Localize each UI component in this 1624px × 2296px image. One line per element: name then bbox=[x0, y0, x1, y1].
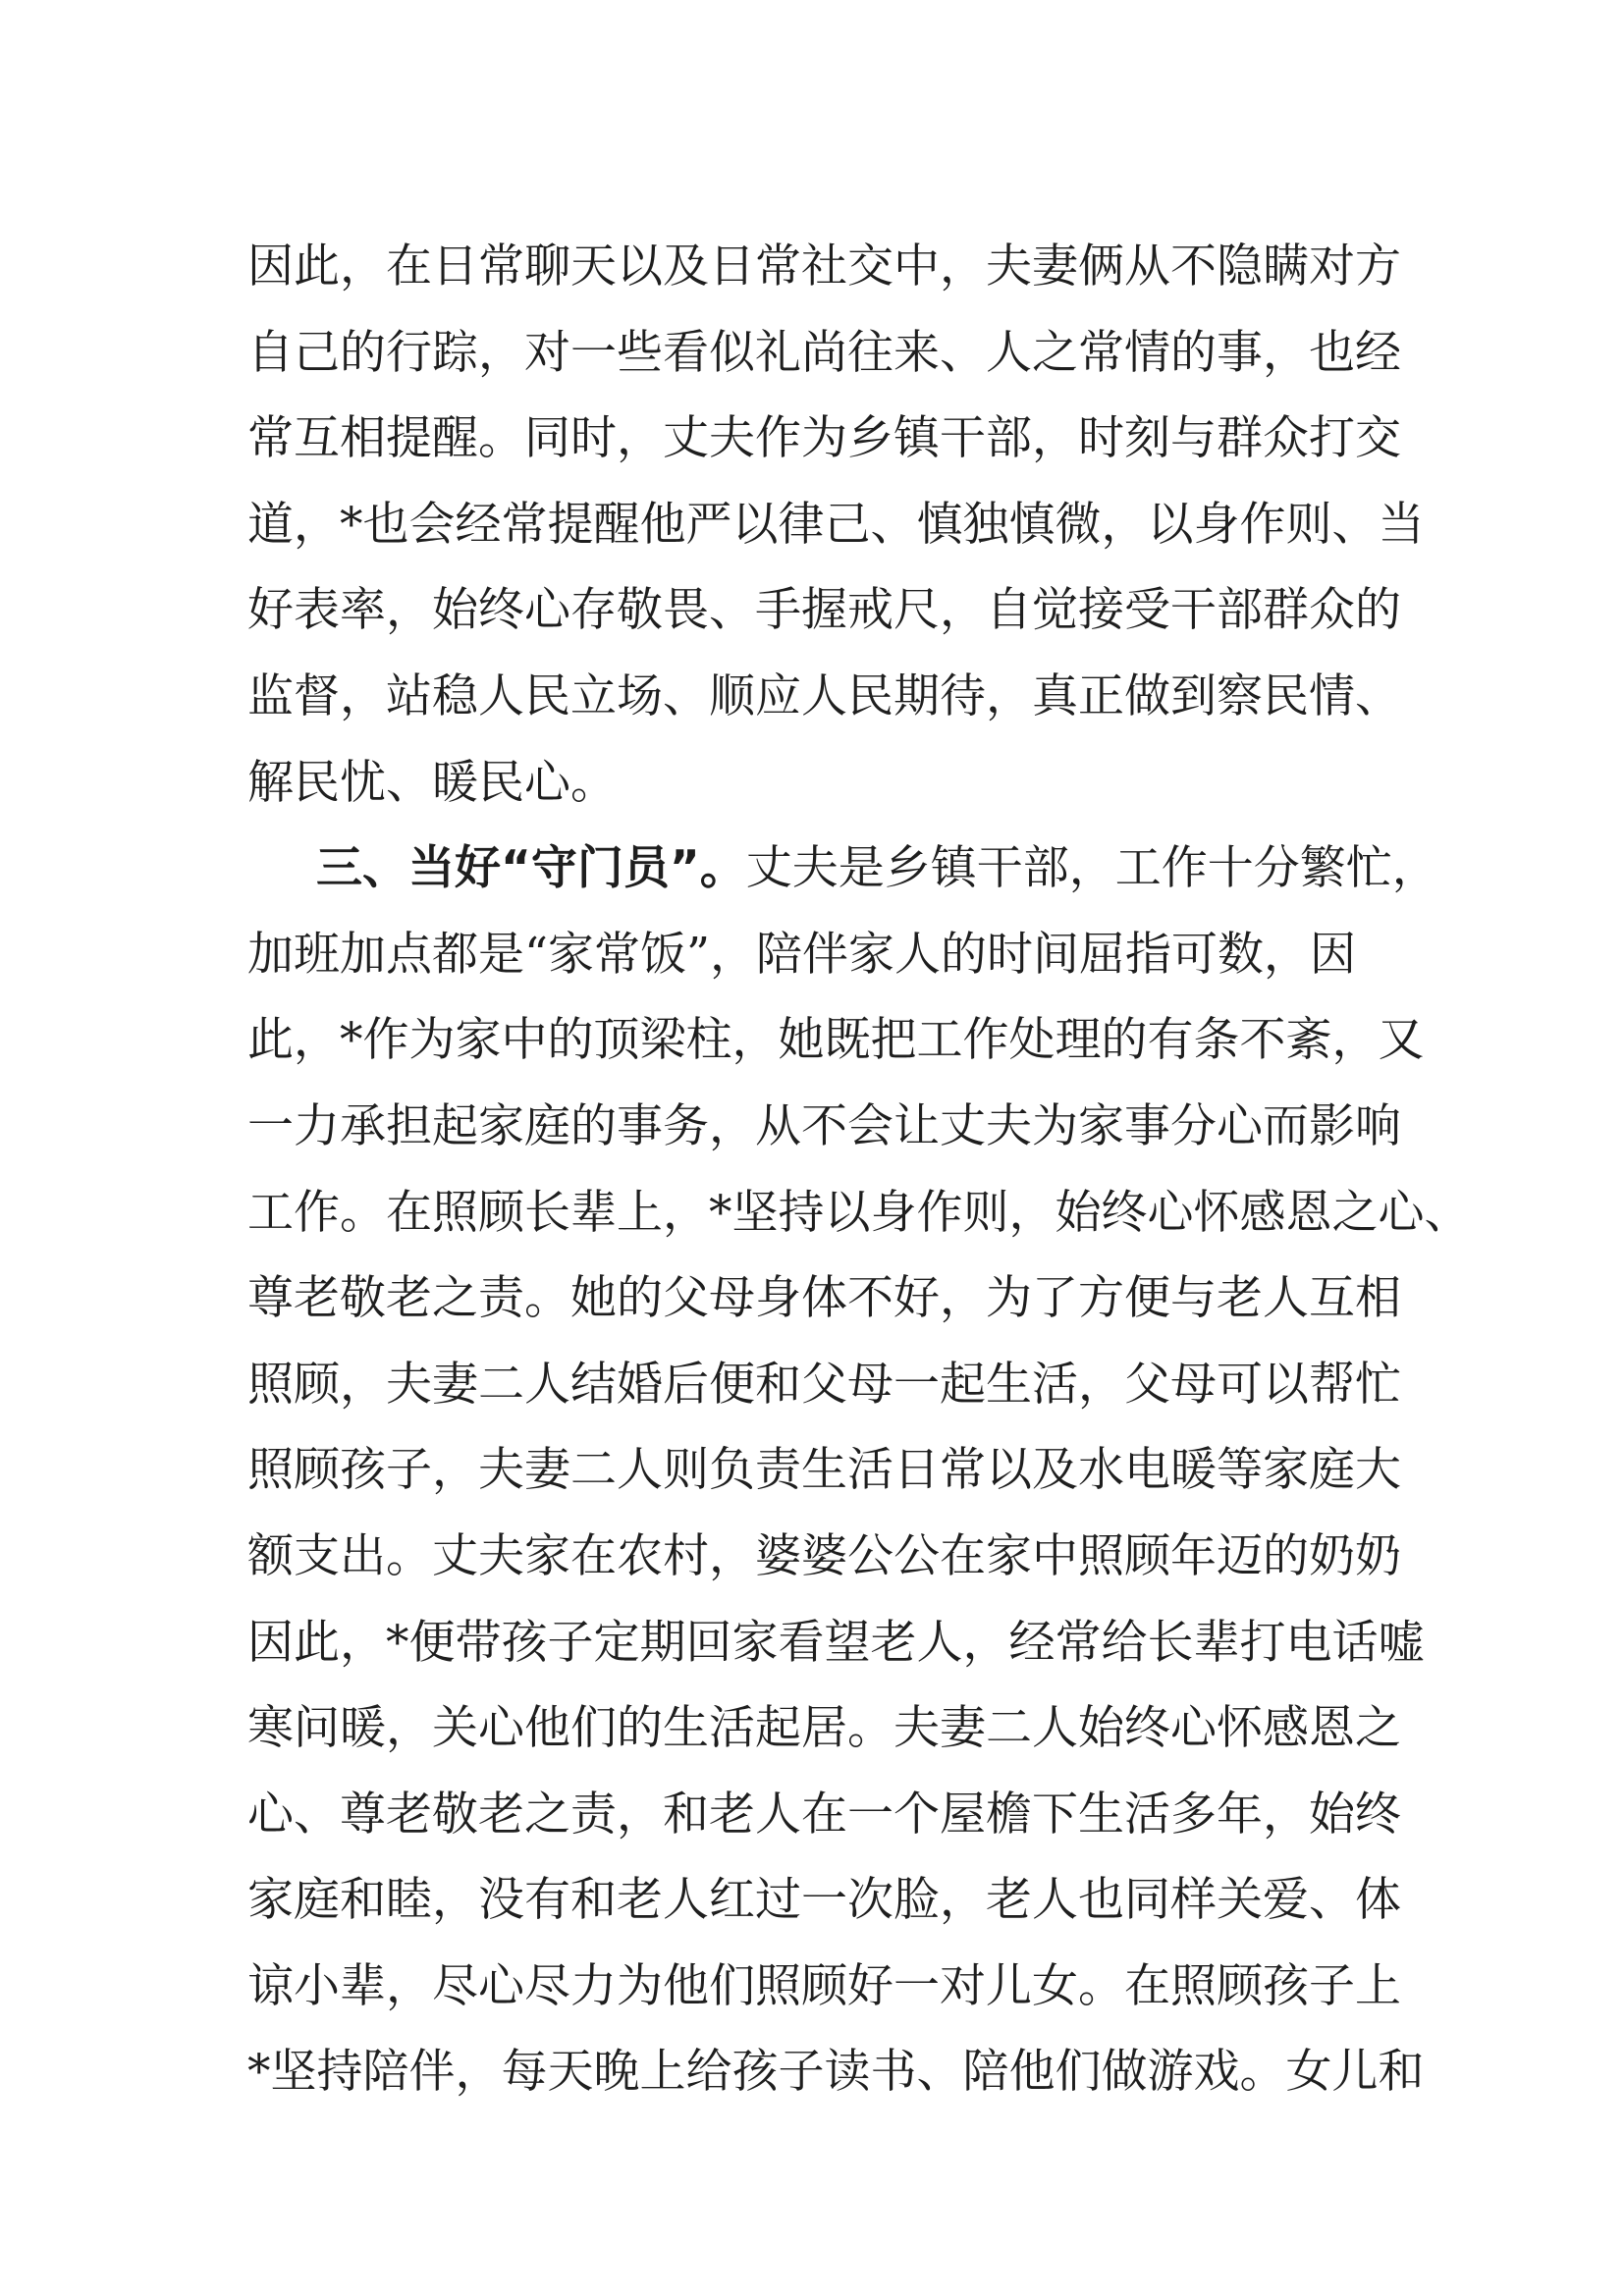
text-line-10 bbox=[247, 997, 1425, 1084]
text-line-18 bbox=[247, 1685, 1401, 1772]
line-text: 好表率，始终心存敬畏、手握戒尺，自觉接受干部群众的 bbox=[247, 583, 1401, 638]
line-text: 此，*作为家中的顶梁柱，她既把工作处理的有条不紊，又 bbox=[247, 1013, 1425, 1068]
line-text: 加班加点都是“家常饭”，陪伴家人的时间屈指可数，因 bbox=[247, 927, 1357, 982]
text-line-1 bbox=[247, 224, 1401, 310]
line-text: 照顾孩子，夫妻二人则负责生活日常以及水电暖等家庭大 bbox=[247, 1443, 1401, 1498]
text-line-15 bbox=[247, 1427, 1401, 1514]
line-text: 监督，站稳人民立场、顺应人民期待，真正做到察民情、 bbox=[247, 668, 1401, 723]
text-line-19 bbox=[247, 1772, 1401, 1858]
line-text: 自己的行踪，对一些看似礼尚往来、人之常情的事，也经 bbox=[247, 325, 1401, 380]
text-line-20 bbox=[247, 1857, 1401, 1944]
line-text: 道，*也会经常提醒他严以律己、慎独慎微，以身作则、当 bbox=[247, 497, 1425, 552]
line-text: 尊老敬老之责。她的父母身体不好，为了方便与老人互相 bbox=[247, 1271, 1401, 1326]
line-text: 一力承担起家庭的事务，从不会让丈夫为家事分心而影响 bbox=[247, 1098, 1401, 1153]
text-line-4 bbox=[247, 482, 1425, 568]
text-line-11 bbox=[247, 1084, 1401, 1170]
text-line-3 bbox=[247, 396, 1401, 482]
text-line-5 bbox=[247, 567, 1401, 654]
line-text: 常互相提醒。同时，丈夫作为乡镇干部，时刻与群众打交 bbox=[247, 411, 1401, 466]
line-text: 丈夫是乡镇干部，工作十分繁忙， bbox=[745, 841, 1438, 896]
line-text: 因此，在日常聊天以及日常社交中，夫妻俩从不隐瞒对方 bbox=[247, 240, 1401, 294]
text-line-21 bbox=[247, 1944, 1401, 2030]
text-line-17 bbox=[247, 1600, 1425, 1686]
text-line-22 bbox=[247, 2029, 1425, 2115]
text-line-13 bbox=[247, 1255, 1401, 1342]
text-line-9 bbox=[247, 912, 1396, 998]
line-text: 额支出。丈夫家在农村，婆婆公公在家中照顾年迈的奶奶 bbox=[247, 1528, 1401, 1583]
text-line-6 bbox=[247, 654, 1401, 740]
line-text: 心、尊老敬老之责，和老人在一个屋檐下生活多年，始终 bbox=[247, 1787, 1401, 1842]
line-text: *坚持陪伴，每天晚上给孩子读书、陪他们做游戏。女儿和 bbox=[247, 2045, 1425, 2100]
text-line-12 bbox=[247, 1170, 1471, 1256]
document-body bbox=[247, 224, 1471, 2115]
line-text: 照顾，夫妻二人结婚后便和父母一起生活，父母可以帮忙 bbox=[247, 1357, 1401, 1412]
line-text: 家庭和睦，没有和老人红过一次脸，老人也同样关爱、体 bbox=[247, 1873, 1401, 1928]
text-line-16 bbox=[247, 1514, 1401, 1600]
line-text: 工作。在照顾长辈上，*坚持以身作则，始终心怀感恩之心、 bbox=[247, 1185, 1471, 1240]
line-text: 寒问暖，关心他们的生活起居。夫妻二人始终心怀感恩之 bbox=[247, 1701, 1401, 1756]
text-line-2 bbox=[247, 310, 1401, 397]
line-text: 因此，*便带孩子定期回家看望老人，经常给长辈打电话嘘 bbox=[247, 1615, 1425, 1670]
text-line-14 bbox=[247, 1342, 1401, 1428]
section-heading: 三、当好“守门员”。 bbox=[316, 841, 746, 896]
section-heading-line bbox=[247, 826, 1438, 912]
line-text: 解民忧、暖民心。 bbox=[247, 755, 617, 810]
text-line-7 bbox=[247, 740, 1396, 827]
line-text: 谅小辈，尽心尽力为他们照顾好一对儿女。在照顾孩子上 bbox=[247, 1958, 1401, 2013]
